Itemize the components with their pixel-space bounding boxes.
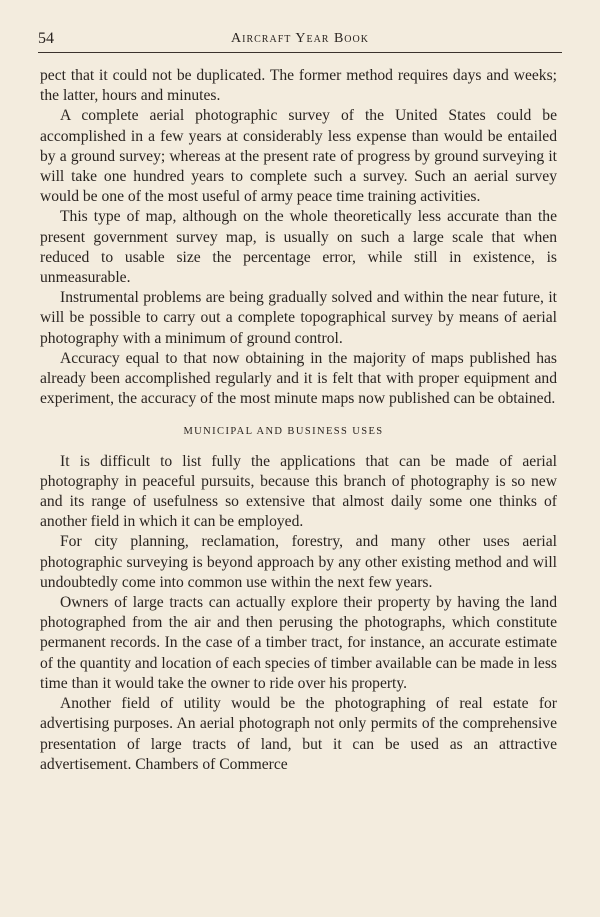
page-header bbox=[38, 30, 562, 53]
paragraph: Owners of large tracts can actually explore their property by having the land photographed from the air and then perusing the photographs, which constitute permanent records. In the case of a timber tract, for instance, an accurate estimate of the quantity and location of each species of timber available can be made in less time than it would take the owner to ride over his property. bbox=[40, 594, 557, 692]
paragraph: pect that it could not be duplicated. The former method requires days and weeks; the latter, hours and minutes. bbox=[40, 67, 557, 105]
body-text bbox=[40, 66, 557, 775]
paragraph: Another field of utility would be the photographing of real estate for advertising purposes. An aerial photograph not only permits of the comprehensive presentation of large tracts of land, but it can be used as an attractive advertisement. Chambers of Commerce bbox=[40, 695, 557, 773]
paragraph: Instrumental problems are being gradually solved and within the near future, it will be possible to carry out a complete topographical survey by means of aerial photography with a minimum of ground control. bbox=[40, 289, 557, 347]
paragraph: Accuracy equal to that now obtaining in the majority of maps published has already been accomplished regularly and it is felt that with proper equipment and experiment, the accuracy of the most minute maps now published can be obtained. bbox=[40, 349, 557, 408]
paragraph: For city planning, reclamation, forestry, and many other uses aerial photographic surveying is beyond approach by any other existing method and will undoubtedly come into common use within the next few years. bbox=[40, 533, 557, 591]
page-number: 54 bbox=[38, 30, 54, 47]
paragraph: A complete aerial photographic survey of the United States could be accomplished in a few years at considerably less expense than would be entailed by a ground survey; whereas at the present rate of progress by ground surveying it will take one hundred years to complete such a survey. Such an aerial survey would be one of the most useful of army peace time training activities. bbox=[40, 107, 557, 206]
running-head: Aircraft Year Book bbox=[231, 31, 369, 46]
section-heading: MUNICIPAL AND BUSINESS USES bbox=[183, 426, 384, 438]
paragraph: This type of map, although on the whole theoretically less accurate than the present government survey map, is usually on such a large scale that when reduced to usable size the percentage error, while still in existence, is unmeasurable. bbox=[40, 208, 557, 287]
paragraph: It is difficult to list fully the applications that can be made of aerial photography in peaceful pursuits, because this branch of photography is so new and its range of usefulness so extensive that almost daily some one thinks of another field in which it can be employed. bbox=[40, 452, 557, 531]
